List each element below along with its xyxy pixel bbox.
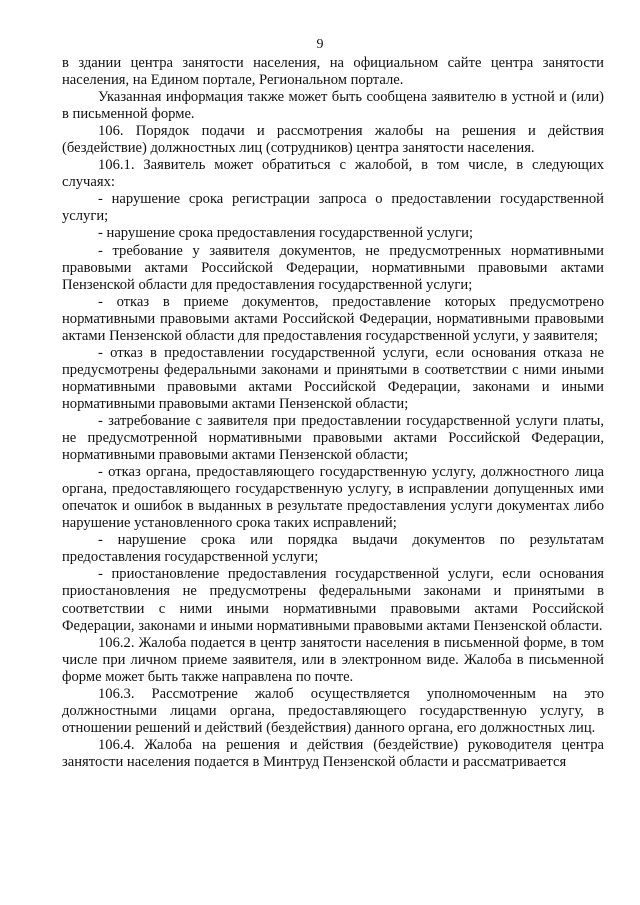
page-number: 9 xyxy=(316,37,324,52)
paragraph: 106.3. Рассмотрение жалоб осуществляется уполномоченным на это должностными лицами органа, предоставляющего государственную услугу, в отношении решений и действий (бездействия) данного органа, его должностных лиц. xyxy=(62,685,604,736)
list-item: - нарушение срока регистрации запроса о предоставлении государственной услуги; xyxy=(62,191,604,225)
paragraph: 106.1. Заявитель может обратиться с жалобой, в том числе, в следующих случаях: xyxy=(62,157,604,191)
list-item: - приостановление предоставления государственной услуги, если основания приостановления не предусмотрены федеральными законами и принятыми в соответствии с ними иными нормативными правовыми актами Российской Федерации, законами и иными нормативными правовыми актами Пензенской области. xyxy=(62,566,604,634)
list-item: - требование у заявителя документов, не предусмотренных нормативными правовыми актами Российской Федерации, нормативными правовыми актами Пензенской области для предоставления государственной услуги; xyxy=(62,242,604,293)
paragraph: Указанная информация также может быть сообщена заявителю в устной и (или) в письменной форме. xyxy=(62,89,604,123)
paragraph: 106. Порядок подачи и рассмотрения жалобы на решения и действия (бездействие) должностных лиц (сотрудников) центра занятости населения. xyxy=(62,123,604,157)
paragraph: в здании центра занятости населения, на официальном сайте центра занятости населения, на Едином портале, Региональном портале. xyxy=(62,55,604,89)
list-item: - отказ в предоставлении государственной услуги, если основания отказа не предусмотрены федеральными законами и принятыми в соответствии с ними иными нормативными правовыми актами Российской Федерации, законами и иными нормативными правовыми актами Пензенской области; xyxy=(62,344,604,412)
paragraph: 106.4. Жалоба на решения и действия (бездействие) руководителя центра занятости населения подается в Минтруд Пензенской области и рассматривается xyxy=(62,736,604,770)
list-item: - нарушение срока или порядка выдачи документов по результатам предоставления государственной услуги; xyxy=(62,532,604,566)
document-body xyxy=(62,55,604,771)
list-item: - отказ в приеме документов, предоставление которых предусмотрено нормативными правовыми актами Российской Федерации, нормативными правовыми актами Пензенской области для предоставления государственной услуги, у заявителя; xyxy=(62,293,604,344)
list-item: - затребование с заявителя при предоставлении государственной услуги платы, не предусмотренной нормативными правовыми актами Российской Федерации, нормативными правовыми актами Пензенской области; xyxy=(62,412,604,464)
list-item: - отказ органа, предоставляющего государственную услугу, должностного лица органа, предоставляющего государственную услугу, в исправлении допущенных ими опечаток и ошибок в выданных в результате предоставления услуги документах либо нарушение установленного срока таких исправлений; xyxy=(62,464,604,532)
paragraph: 106.2. Жалоба подается в центр занятости населения в письменной форме, в том числе при личном приеме заявителя, или в электронном виде. Жалоба в письменной форме может быть также направлена по почте. xyxy=(62,634,604,685)
list-item: - нарушение срока предоставления государственной услуги; xyxy=(98,225,474,242)
